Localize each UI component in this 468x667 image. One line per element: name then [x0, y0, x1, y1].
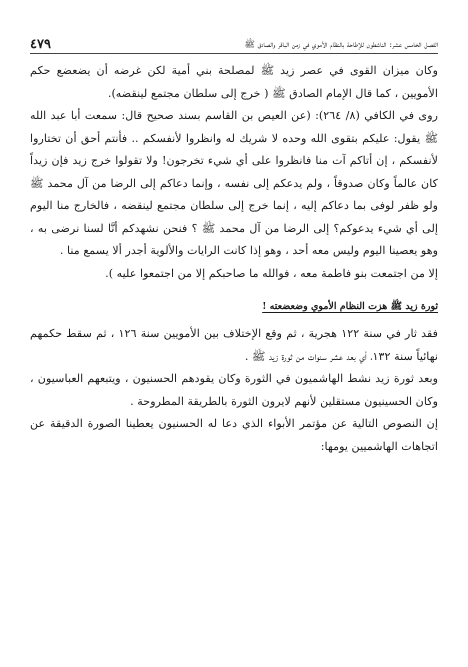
paragraph-abwa-conference: إن النصوص التالية عن مؤتمر الأبواء الذي دعا له الحسنيون يعطينا الصورة الدقيقة عن اتجاهات الهاشميين يومها: — [30, 417, 438, 453]
paragraph-balance-of-power: وكان ميزان القوى في عصر زيد ﷺ لمصلحة بني أمية لكن غرضه أن يضعضع حكم الأمويين ، كما قال الإمام الصادق ﷺ ( خرج إلى سلطان مجتمع لينقضه). — [30, 64, 438, 100]
paragraph-narration-conclusion: إلا من اجتمعت بنو فاطمة معه ، فوالله ما صاحبكم إلا من اجتمعوا عليه ). — [105, 266, 438, 280]
page-number: ٤٧٩ — [30, 37, 51, 52]
document-body — [30, 60, 438, 458]
paragraph-revolt-dates: فقد ثار في سنة ١٢٢ هجرية ، ثم وقع الإختلاف بين الأمويين سنة ١٢٦ ، ثم سقط حكمهم نهائياً سنة ١٣٢، أي بعد عشر سنوات من ثورة زيد ﷺ . — [30, 327, 438, 363]
paragraph-hashemites-activity: وبعد ثورة زيد نشط الهاشميون في الثورة وكان يقودهم الحسنيون ، ويتبعهم العباسيون ، وكان الحسينيون مستقلين لأنهم لايرون الثورة بالطريقة المطروحة . — [30, 372, 438, 408]
section-heading: ثورة زيد ﷺ هزت النظام الأموي وضعضعته ! — [262, 301, 438, 312]
header-title: الفصل الخامس عشر: الناشطون للإطاحة بالنظام الأموي في زمن الباقر والصادق ﷺ — [244, 40, 438, 50]
running-header — [30, 35, 438, 54]
paragraph-kafi-narration: روى في الكافي (٨/ ٢٦٤): (عن العيص بن القاسم بسند صحيح قال: سمعت أبا عبد الله ﷺ يقول: عليكم بتقوى الله وحده لا شريك له وانظروا لأنفسكم .. فأنتم أحق أن تختاروا لأنفسكم ، إن أتاكم آت منا فانظروا على أي شيء تخرجون! ولا تقولوا خرج زيد فإن زيداً كان عالماً وكان صدوقاً ، ولم يدعكم إلى نفسه ، وإنما دعاكم إلى الرضا من آل محمد ﷺ ولو ظفر لوفى بما دعاكم إليه ، إنما خرج إلى سلطان مجتمع لينقضه ، فالخارج منا اليوم إلى أي شيء يدعوكم؟ إلى الرضا من آل محمد ﷺ ؟ فنحن نشهدكم أنَّا لسنا نرضى به ، وهو يعصينا اليوم وليس معه أحد ، وهو إذا كانت الرايات والألوية أجدر ألا يسمع منا . — [30, 109, 438, 257]
document-page — [30, 0, 438, 667]
